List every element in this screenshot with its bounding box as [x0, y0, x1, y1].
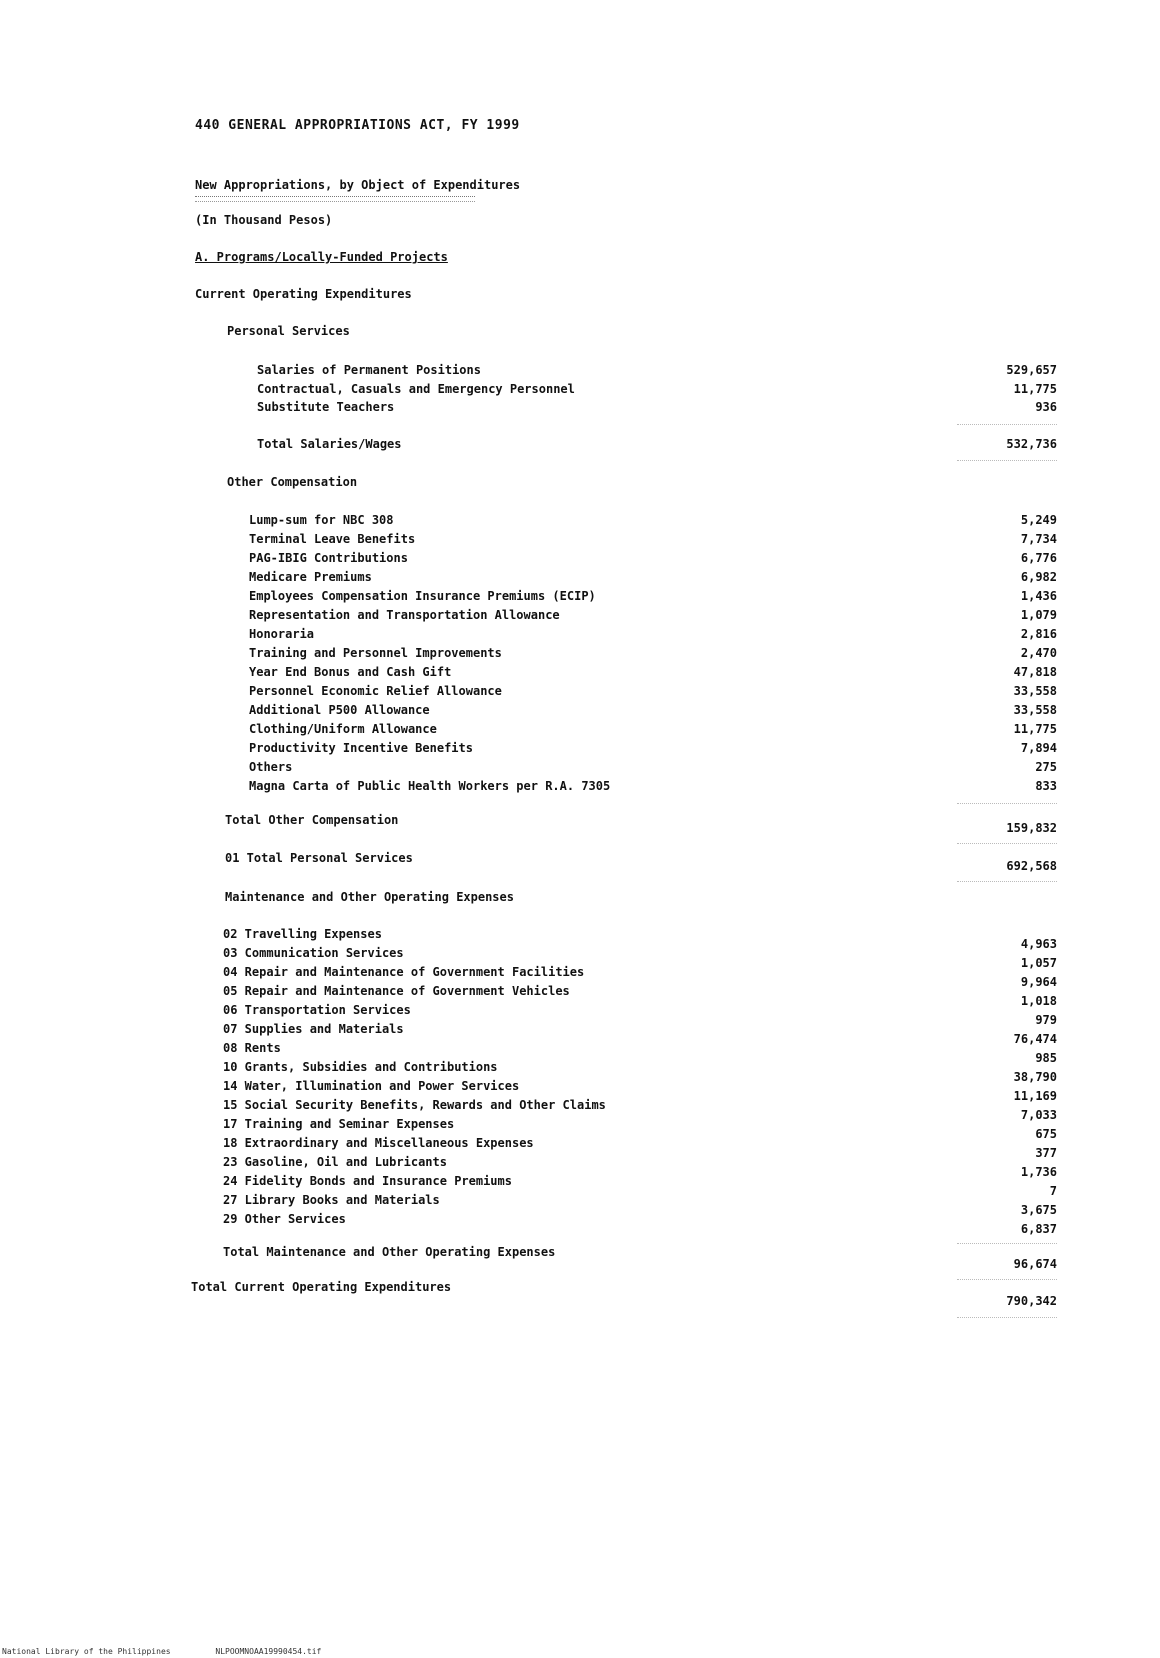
- mooe-item-value: 7,033: [1020, 1108, 1057, 1122]
- mooe-item-label: 27 Library Books and Materials: [223, 1193, 440, 1207]
- footer-library: National Library of the Philippines: [2, 1647, 171, 1656]
- salary-item-value: 11,775: [1013, 382, 1057, 396]
- mooe-item-value: 1,018: [1020, 994, 1057, 1008]
- salary-item-value: 529,657: [1006, 363, 1057, 377]
- mooe-item-value: 9,964: [1020, 975, 1057, 989]
- other-comp-item-label: Medicare Premiums: [249, 570, 372, 584]
- mooe-item-value: 38,790: [1013, 1070, 1057, 1084]
- unit-note: (In Thousand Pesos): [195, 213, 333, 227]
- other-comp-item-value: 33,558: [1013, 684, 1057, 698]
- mooe-item-label: 07 Supplies and Materials: [223, 1022, 404, 1036]
- mooe-item-value: 7: [1049, 1184, 1057, 1198]
- other-comp-item-value: 833: [1035, 779, 1057, 793]
- other-comp-item-value: 33,558: [1013, 703, 1057, 717]
- document-title: New Appropriations, by Object of Expenditures: [195, 178, 521, 192]
- other-comp-item-label: Additional P500 Allowance: [249, 703, 430, 717]
- other-comp-item-label: Lump-sum for NBC 308: [249, 513, 394, 527]
- total-salaries-label: Total Salaries/Wages: [257, 437, 402, 451]
- other-comp-item-value: 275: [1035, 760, 1057, 774]
- total-salaries-value: 532,736: [1006, 437, 1057, 451]
- mooe-item-label: 03 Communication Services: [223, 946, 404, 960]
- other-comp-item-label: Clothing/Uniform Allowance: [249, 722, 437, 736]
- other-comp-item-label: Personnel Economic Relief Allowance: [249, 684, 502, 698]
- other-comp-item-value: 2,470: [1020, 646, 1057, 660]
- other-comp-item-label: Honoraria: [249, 627, 315, 641]
- total-other-comp-value: 159,832: [1006, 821, 1057, 835]
- other-comp-item-label: Employees Compensation Insurance Premiums (ECIP): [249, 589, 596, 603]
- mooe-item-label: 29 Other Services: [223, 1212, 346, 1226]
- subtotal-rule: [957, 803, 1057, 804]
- other-comp-item-value: 5,249: [1020, 513, 1057, 527]
- subtotal-rule: [957, 1243, 1057, 1244]
- total-coe-label: Total Current Operating Expenditures: [191, 1280, 452, 1294]
- mooe-item-value: 985: [1035, 1051, 1057, 1065]
- other-comp-item-value: 1,436: [1020, 589, 1057, 603]
- other-comp-item-value: 7,894: [1020, 741, 1057, 755]
- other-comp-item-label: Year End Bonus and Cash Gift: [249, 665, 452, 679]
- mooe-item-value: 11,169: [1013, 1089, 1057, 1103]
- mooe-item-value: 979: [1035, 1013, 1057, 1027]
- other-comp-item-label: Training and Personnel Improvements: [249, 646, 502, 660]
- mooe-item-label: 23 Gasoline, Oil and Lubricants: [223, 1155, 447, 1169]
- section-a-heading: A. Programs/Locally-Funded Projects: [195, 250, 448, 264]
- total-coe-value: 790,342: [1006, 1294, 1057, 1308]
- other-comp-item-value: 6,982: [1020, 570, 1057, 584]
- mooe-item-value: 377: [1035, 1146, 1057, 1160]
- other-comp-item-value: 1,079: [1020, 608, 1057, 622]
- mooe-item-value: 675: [1035, 1127, 1057, 1141]
- salary-item-value: 936: [1035, 400, 1057, 414]
- mooe-item-label: 08 Rents: [223, 1041, 281, 1055]
- other-comp-item-label: Representation and Transportation Allowance: [249, 608, 560, 622]
- mooe-item-value: 3,675: [1020, 1203, 1057, 1217]
- total-personal-services-label: 01 Total Personal Services: [225, 851, 413, 865]
- total-mooe-value: 96,674: [1013, 1257, 1057, 1271]
- salary-item-label: Substitute Teachers: [257, 400, 395, 414]
- other-comp-item-label: PAG-IBIG Contributions: [249, 551, 408, 565]
- other-compensation-heading: Other Compensation: [227, 475, 358, 489]
- other-comp-item-value: 7,734: [1020, 532, 1057, 546]
- scan-footer: [2, 1647, 361, 1656]
- current-operating-heading: Current Operating Expenditures: [195, 287, 412, 301]
- mooe-item-value: 4,963: [1020, 937, 1057, 951]
- mooe-item-value: 1,057: [1020, 956, 1057, 970]
- other-comp-item-label: Magna Carta of Public Health Workers per R.A. 7305: [249, 779, 611, 793]
- other-comp-item-label: Others: [249, 760, 293, 774]
- salary-item-label: Salaries of Permanent Positions: [257, 363, 481, 377]
- mooe-item-label: 05 Repair and Maintenance of Government Vehicles: [223, 984, 570, 998]
- mooe-item-label: 17 Training and Seminar Expenses: [223, 1117, 455, 1131]
- mooe-item-value: 1,736: [1020, 1165, 1057, 1179]
- other-comp-item-value: 11,775: [1013, 722, 1057, 736]
- total-other-comp-label: Total Other Compensation: [225, 813, 399, 827]
- mooe-item-label: 14 Water, Illumination and Power Services: [223, 1079, 520, 1093]
- other-comp-item-value: 6,776: [1020, 551, 1057, 565]
- total-mooe-label: Total Maintenance and Other Operating Expenses: [223, 1245, 556, 1259]
- personal-services-heading: Personal Services: [227, 324, 350, 338]
- footer-filename: NLPOOMNOAA19990454.tif: [215, 1647, 322, 1656]
- mooe-item-label: 24 Fidelity Bonds and Insurance Premiums: [223, 1174, 512, 1188]
- mooe-item-label: 04 Repair and Maintenance of Government Facilities: [223, 965, 585, 979]
- mooe-item-value: 6,837: [1020, 1222, 1057, 1236]
- subtotal-rule: [957, 1279, 1057, 1280]
- salary-item-label: Contractual, Casuals and Emergency Personnel: [257, 382, 575, 396]
- mooe-item-label: 06 Transportation Services: [223, 1003, 411, 1017]
- subtotal-rule: [957, 460, 1057, 461]
- total-rule: [957, 1317, 1057, 1318]
- other-comp-item-label: Terminal Leave Benefits: [249, 532, 416, 546]
- mooe-item-label: 02 Travelling Expenses: [223, 927, 382, 941]
- page-header: 440 GENERAL APPROPRIATIONS ACT, FY 1999: [195, 118, 520, 133]
- other-comp-item-value: 47,818: [1013, 665, 1057, 679]
- subtotal-rule: [957, 881, 1057, 882]
- mooe-heading: Maintenance and Other Operating Expenses: [225, 890, 514, 904]
- mooe-item-label: 18 Extraordinary and Miscellaneous Expenses: [223, 1136, 534, 1150]
- mooe-item-label: 15 Social Security Benefits, Rewards and Other Claims: [223, 1098, 606, 1112]
- subtotal-rule: [957, 843, 1057, 844]
- mooe-item-value: 76,474: [1013, 1032, 1057, 1046]
- title-underline: [195, 196, 475, 202]
- mooe-item-label: 10 Grants, Subsidies and Contributions: [223, 1060, 498, 1074]
- other-comp-item-value: 2,816: [1020, 627, 1057, 641]
- total-personal-services-value: 692,568: [1006, 859, 1057, 873]
- subtotal-rule: [957, 424, 1057, 425]
- other-comp-item-label: Productivity Incentive Benefits: [249, 741, 473, 755]
